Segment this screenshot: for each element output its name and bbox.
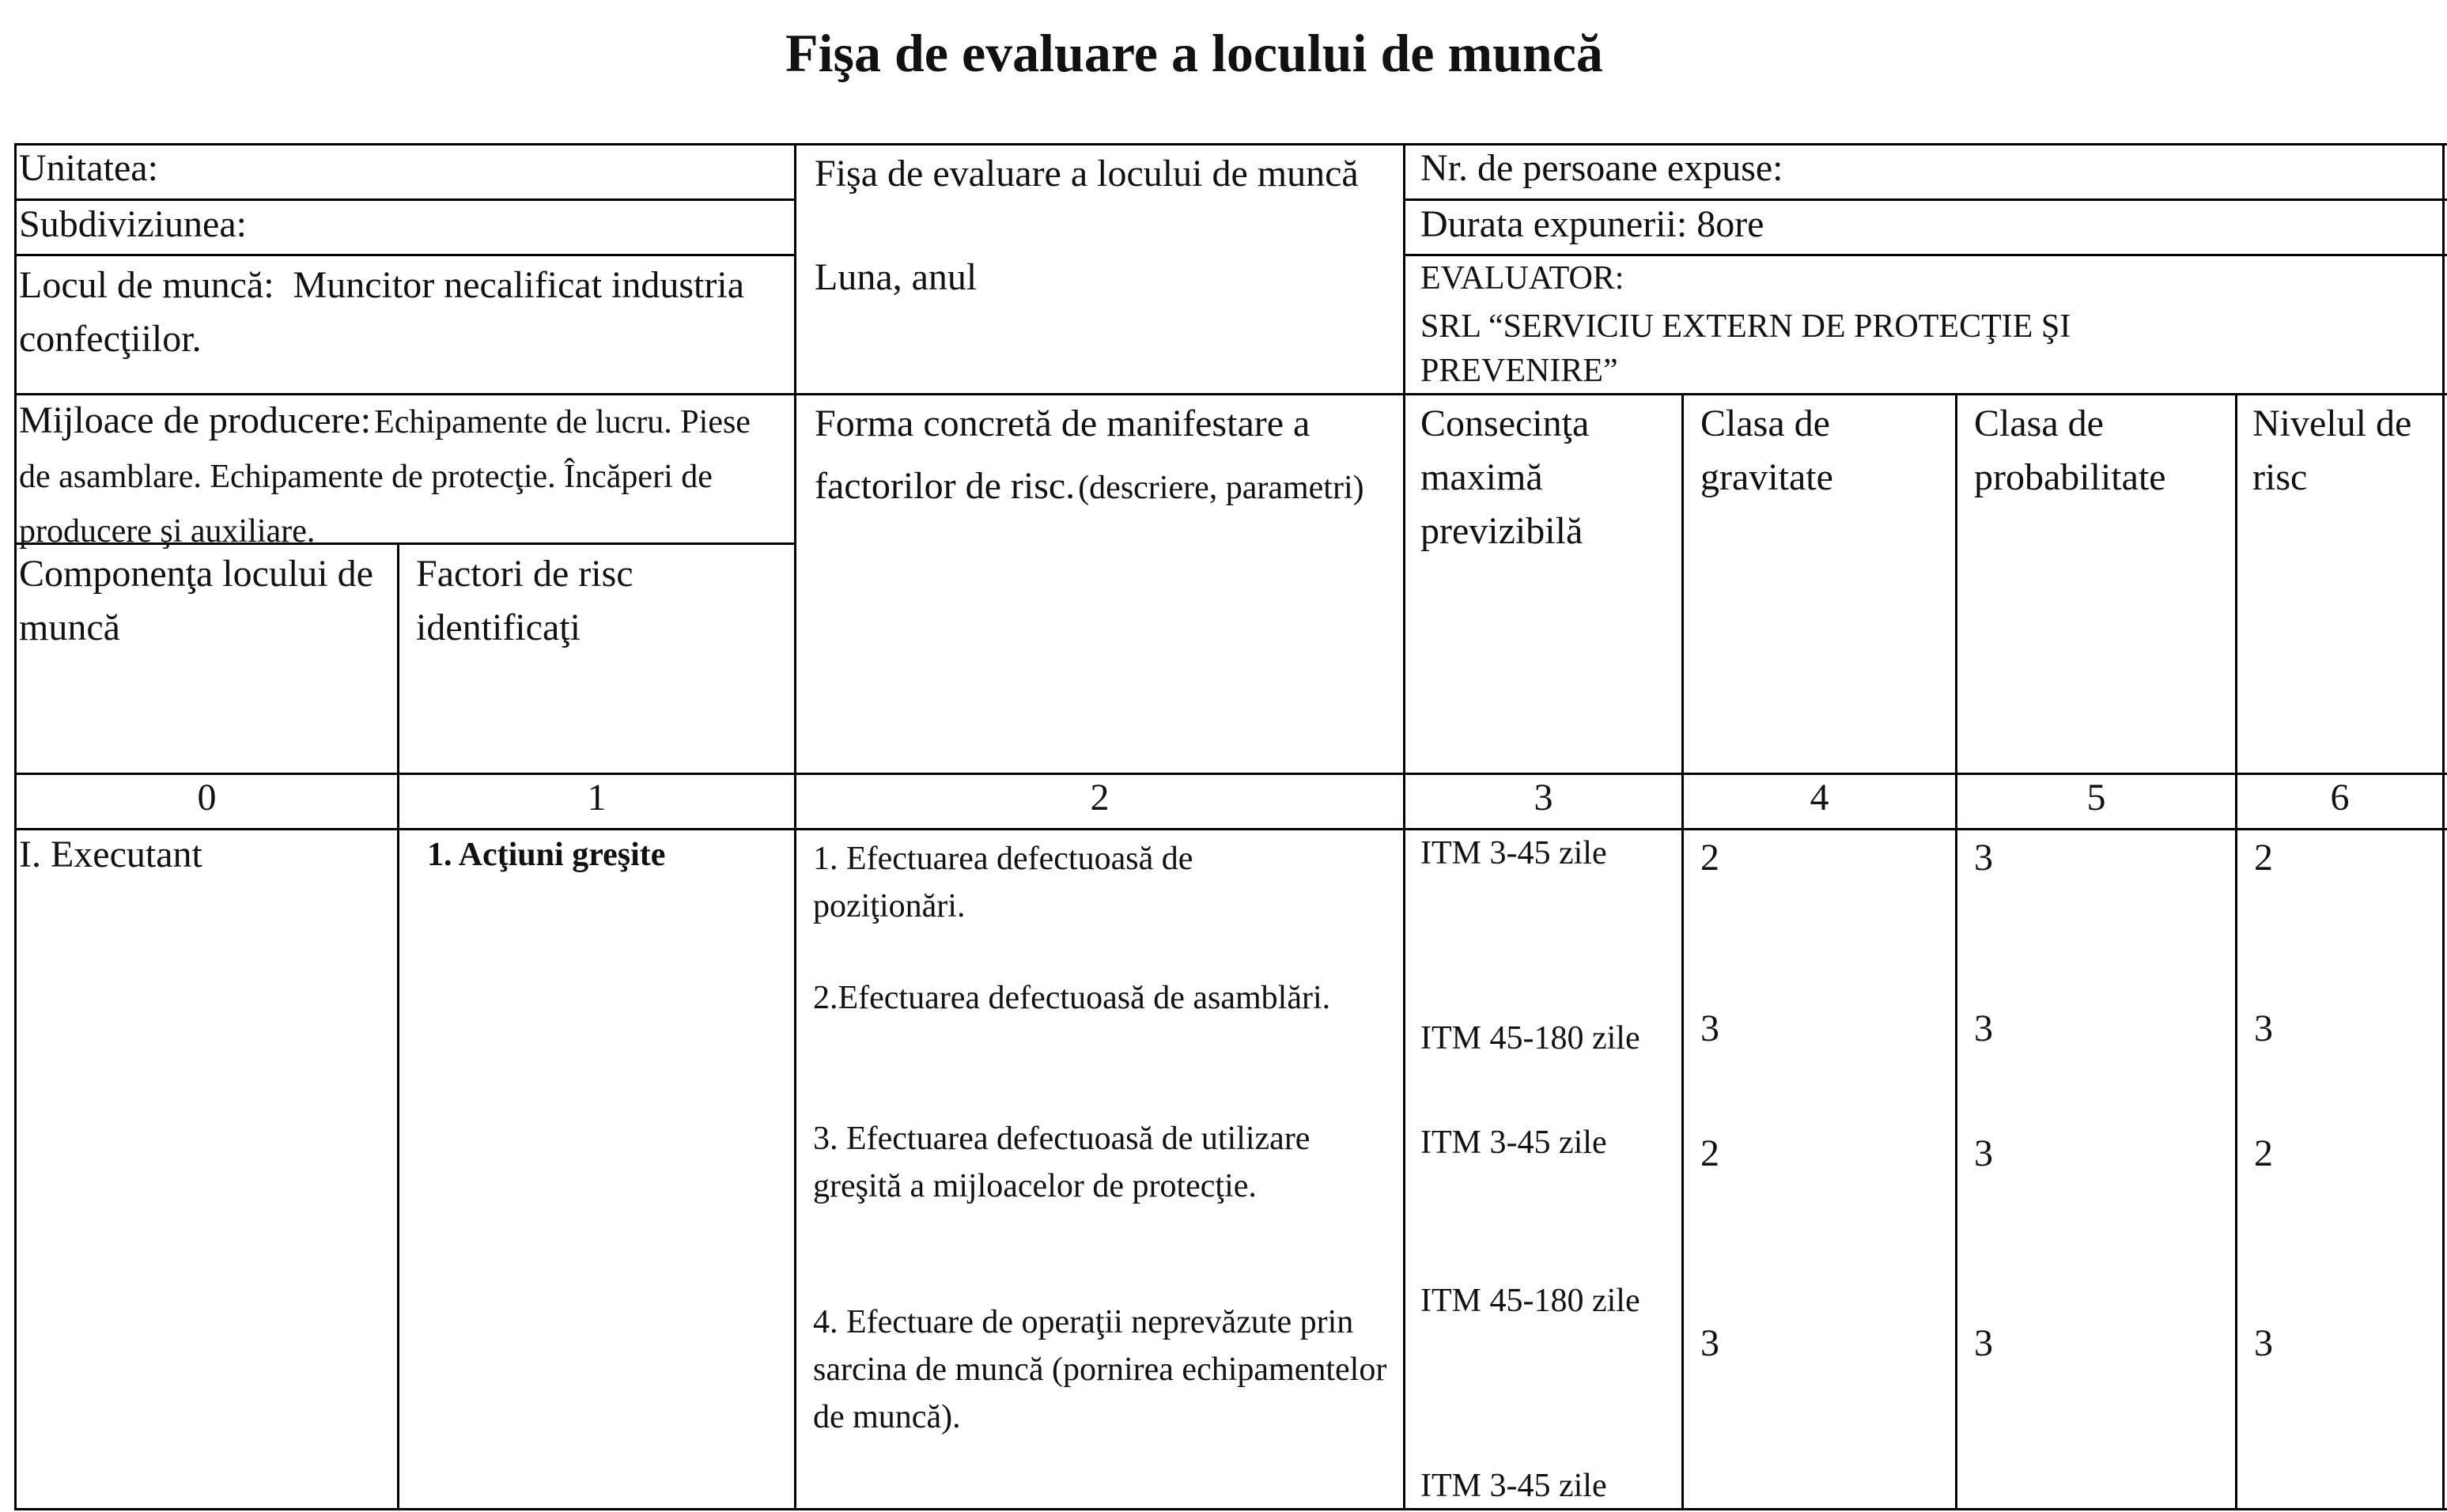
consecinta-value: ITM 3-45 zile [1420,1468,1607,1504]
divider [14,773,2447,775]
gravitate-value: 3 [1700,1322,1719,1364]
subdiviziunea-label: Subdiviziunea: [19,203,247,245]
unitatea-label: Unitatea: [19,147,158,189]
luna-anul: Luna, anul [815,256,978,298]
divider [1955,393,1957,1510]
forma-sub: (descriere, parametri) [1078,470,1364,506]
locul-de-munca [19,259,778,366]
column-number-1: 1 [587,777,607,818]
divider [794,143,796,1510]
probabilitate-value: 3 [1974,1322,1993,1364]
divider [1681,393,1684,1510]
forma-header [815,397,1384,522]
nr-persoane-expuse: Nr. de persoane expuse: [1420,147,1783,189]
divider [2235,393,2237,1510]
column-number-4: 4 [1810,777,1829,818]
factori-header: Factori de risc identificaţi [416,553,633,648]
risk-description: 4. Efectuare de operaţii neprevăzute prin sarcina de muncă (pornirea echipamentelor de muncă). [813,1304,1387,1435]
durata-expunerii: Durata expunerii: 8ore [1420,203,1764,245]
table-border-top [14,143,2447,146]
evaluator-value: SRL “SERVICIU EXTERN DE PROTECŢIE ŞI PREVENIRE” [1420,308,2071,389]
consecinta-value: ITM 45-180 zile [1420,1020,1640,1057]
column-number-5: 5 [2086,777,2106,818]
divider [14,198,794,201]
mijloace-value: Echipamente de lucru. Piese de asamblare. Echipamente de protecţie. Încăperi de producere şi auxiliare. [19,404,751,550]
divider [14,393,2447,395]
component-executant: I. Executant [19,833,202,875]
divider [397,542,399,1510]
table-border-right [2442,143,2445,1510]
gravitate-value: 2 [1700,1132,1719,1174]
gravitate-value: 3 [1700,1007,1719,1049]
risc-value: 2 [2254,837,2273,879]
probabilitate-value: 3 [1974,1132,1993,1174]
forma-main: Forma concretă de manifestare a factorilor de risc. [815,403,1310,507]
column-number-6: 6 [2330,777,2350,818]
table-border-bottom [14,1508,2447,1510]
evaluator-label: EVALUATOR: [1420,260,1624,297]
risk-description: 3. Efectuarea defectuoasă de utilizare greşită a mijloacelor de protecţie. [813,1121,1310,1204]
risc-value: 2 [2254,1132,2273,1174]
risk-description: 2.Efectuarea defectuoasă de asamblări. [813,980,1331,1016]
probabilitate-value: 3 [1974,1007,1993,1049]
column-number-2: 2 [1090,777,1110,818]
divider [14,828,2447,830]
gravitate-value: 2 [1700,837,1719,879]
consecinta-value: ITM 3-45 zile [1420,1125,1607,1161]
consecinta-value: ITM 3-45 zile [1420,835,1607,871]
column-number-0: 0 [197,777,217,818]
risk-description: 1. Efectuarea defectuoasă de poziţionări. [813,841,1193,924]
clasa-probabilitate-header: Clasa de probabilitate [1974,403,2166,498]
nivel-risc-header: Nivelul de risc [2252,403,2412,498]
fisa-title: Fişa de evaluare a locului de muncă [815,153,1359,195]
risc-value: 3 [2254,1322,2273,1364]
factor-actiuni-gresite: 1. Acţiuni greşite [427,837,666,873]
column-number-3: 3 [1534,777,1553,818]
document-title: Fişa de evaluare a locului de muncă [785,23,1603,83]
divider [1403,254,2447,256]
locul-de-munca-value: Muncitor necalificat industria confecţiilor. [19,264,745,360]
divider [1403,143,1405,1510]
probabilitate-value: 3 [1974,837,1993,879]
componenta-header: Componenţa locului de muncă [19,553,373,648]
consecinta-value: ITM 45-180 zile [1420,1283,1640,1319]
divider [1403,198,2447,201]
mijloace-label: Mijloace de producere: [19,399,372,441]
mijloace-de-producere [19,397,786,562]
clasa-gravitate-header: Clasa de gravitate [1700,403,1833,498]
locul-de-munca-label: Locul de muncă: [19,264,274,306]
risc-value: 3 [2254,1007,2273,1049]
table-border-left [14,143,17,1510]
divider [14,254,794,256]
consecinta-header: Consecinţa maximă previzibilă [1420,403,1590,552]
